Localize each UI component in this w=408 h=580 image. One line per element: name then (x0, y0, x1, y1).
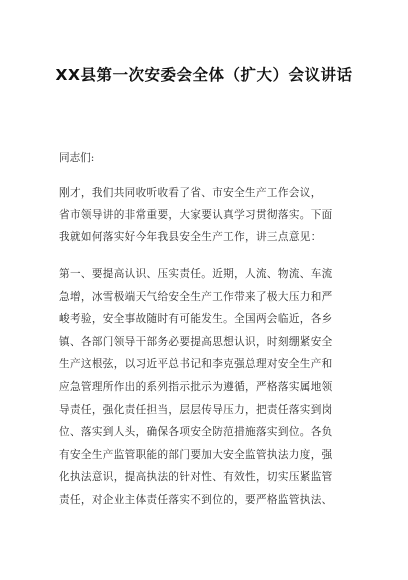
paragraph-line: 应急管理所作出的系列指示批示为遵循，严格落实属地领 (59, 380, 333, 393)
document-title: XX县第一次安委会全体（扩大）会议讲话 (55, 66, 353, 84)
paragraph-line: 有安全生产监管职能的部门要加大安全监管执法力度，强 (59, 448, 333, 461)
paragraph-2 (59, 263, 349, 512)
paragraph-line: 峻考验，安全事故随时有可能发生。全国两会临近，各乡 (59, 313, 333, 326)
greeting: 同志们: (59, 152, 95, 164)
paragraph-line: 责任，对企业主体责任落实不到位的，要严格监管执法、 (59, 493, 333, 506)
paragraph-line: 刚才，我们共同收听收看了省、市安全生产工作会议， (59, 187, 322, 199)
paragraph-line: 省市领导讲的非常重要，大家要认真学习贯彻落实。下面 (59, 209, 333, 221)
paragraph-line: 位、落实到人头，确保各项安全防范措施落实到位。各负 (59, 426, 333, 439)
paragraph-line: 导责任，强化责任担当，层层传导压力，把责任落实到岗 (59, 403, 333, 416)
paragraph-line: 第一、要提高认识、压实责任。近期，人流、物流、车流 (59, 268, 333, 280)
paragraph-1 (59, 182, 349, 248)
paragraph-line: 化执法意识，提高执法的针对性、有效性，切实压紧监管 (59, 471, 333, 484)
paragraph-line: 我就如何落实好今年我县安全生产工作，讲三点意见： (59, 231, 322, 243)
paragraph-line: 急增，冰雪极端天气给安全生产工作带来了极大压力和严 (59, 290, 333, 303)
paragraph-line: 镇、各部门领导干部务必要提高思想认识，时刻绷紧安全 (59, 335, 333, 348)
paragraph-line: 生产这根弦，以习近平总书记和李克强总理对安全生产和 (59, 358, 333, 371)
